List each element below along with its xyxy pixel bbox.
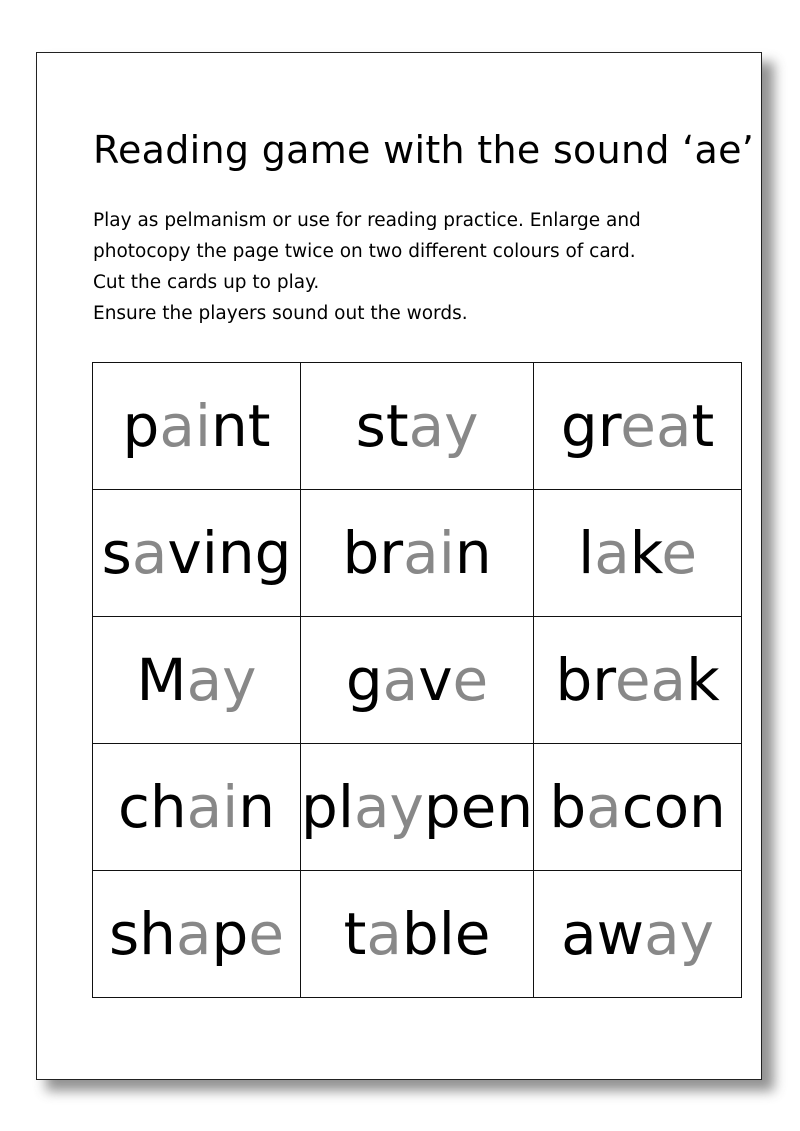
card-row (93, 617, 742, 744)
vowel-sound-letters: e (248, 900, 285, 968)
vowel-sound-letters: a (175, 900, 212, 968)
word-letters: k (629, 519, 662, 587)
vowel-sound-letters: a (131, 519, 168, 587)
word-card (93, 871, 301, 998)
instruction-line: photocopy the page twice on two different colours of card. (93, 241, 636, 262)
word-letters: p (122, 392, 160, 460)
vowel-sound-letters: ai (159, 392, 211, 460)
card-word (578, 519, 698, 587)
instruction-line: Ensure the players sound out the words. (93, 303, 468, 324)
word-card (301, 617, 534, 744)
word-card (534, 744, 742, 871)
card-row (93, 363, 742, 490)
vowel-sound-letters: ea (620, 392, 692, 460)
word-letters: t (343, 900, 367, 968)
word-letters: b (549, 773, 587, 841)
vowel-sound-letters: e (661, 519, 698, 587)
word-letters: pl (301, 773, 354, 841)
word-letters: v (418, 646, 453, 714)
card-word (345, 646, 489, 714)
word-card (534, 617, 742, 744)
vowel-sound-letters: ay (644, 900, 714, 968)
vowel-sound-letters: ay (186, 646, 257, 714)
card-word (342, 519, 492, 587)
card-word (560, 392, 715, 460)
word-letters: M (136, 646, 187, 714)
vowel-sound-letters: a (594, 519, 630, 587)
word-letters: gr (560, 392, 621, 460)
word-card (93, 744, 301, 871)
word-letters: ble (401, 900, 491, 968)
card-row (93, 490, 742, 617)
vowel-sound-letters: ea (614, 646, 687, 714)
word-card (534, 363, 742, 490)
worksheet-page (36, 52, 762, 1080)
word-card (301, 871, 534, 998)
word-letters: n (238, 773, 276, 841)
word-card (534, 490, 742, 617)
instruction-line: Cut the cards up to play. (93, 272, 320, 293)
word-letters: st (355, 392, 409, 460)
word-letters: sh (108, 900, 176, 968)
word-letters: ving (167, 519, 292, 587)
card-word (355, 392, 479, 460)
word-card (93, 617, 301, 744)
word-letters: p (211, 900, 249, 968)
word-letters: l (578, 519, 595, 587)
word-card (301, 744, 534, 871)
word-card-grid (92, 362, 742, 998)
word-card (301, 363, 534, 490)
vowel-sound-letters: ai (186, 773, 239, 841)
word-letters: br (342, 519, 404, 587)
vowel-sound-letters: e (452, 646, 489, 714)
word-letters: g (345, 646, 383, 714)
vowel-sound-letters: ay (408, 392, 479, 460)
word-letters: n (454, 519, 492, 587)
page-title: Reading game with the sound ‘ae’ (93, 128, 755, 172)
vowel-sound-letters: a (366, 900, 402, 968)
card-word (549, 773, 726, 841)
word-letters: br (555, 646, 615, 714)
word-letters: k (686, 646, 720, 714)
vowel-sound-letters: ay (353, 773, 424, 841)
instructions (93, 205, 733, 329)
card-word (117, 773, 276, 841)
vowel-sound-letters: a (586, 773, 622, 841)
vowel-sound-letters: ai (403, 519, 455, 587)
card-word (561, 900, 714, 968)
word-card (93, 363, 301, 490)
word-card (301, 490, 534, 617)
word-letters: con (621, 773, 726, 841)
word-letters: s (101, 519, 132, 587)
word-letters: ch (117, 773, 187, 841)
card-word (122, 392, 271, 460)
card-row (93, 744, 742, 871)
word-card (534, 871, 742, 998)
card-word (343, 900, 491, 968)
card-word (301, 773, 534, 841)
card-word (136, 646, 257, 714)
card-word (101, 519, 292, 587)
word-letters: nt (210, 392, 271, 460)
word-letters: t (691, 392, 715, 460)
word-letters: aw (561, 900, 645, 968)
instruction-line: Play as pelmanism or use for reading practice. Enlarge and (93, 210, 641, 231)
card-row (93, 871, 742, 998)
card-word (555, 646, 720, 714)
word-letters: pen (423, 773, 534, 841)
card-word (108, 900, 285, 968)
vowel-sound-letters: a (382, 646, 419, 714)
word-card (93, 490, 301, 617)
